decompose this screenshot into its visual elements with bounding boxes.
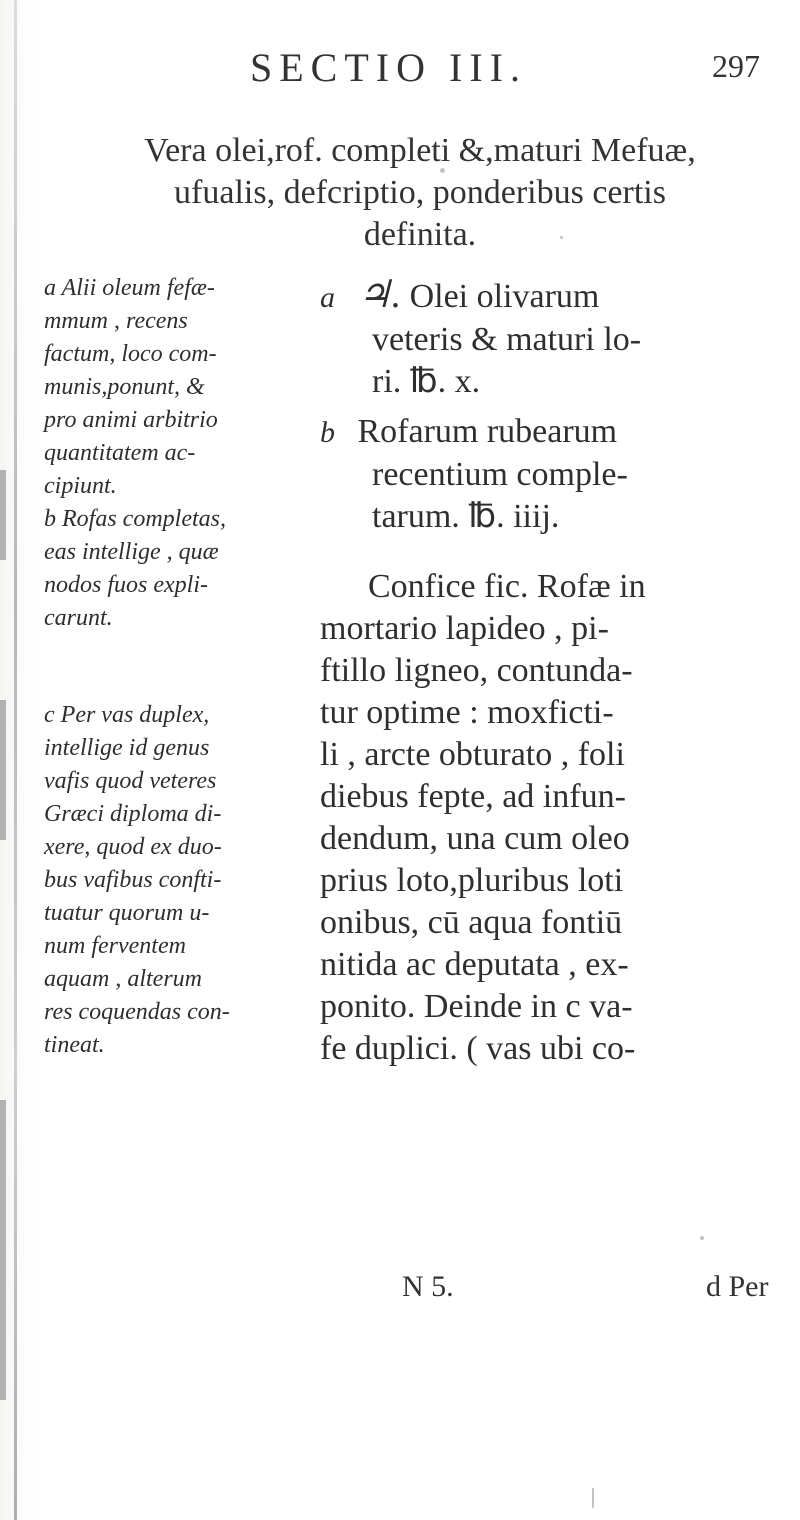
note-line: tineat. xyxy=(44,1032,105,1058)
recipe-line: ri. ℔. x. xyxy=(372,363,481,400)
marginal-notes xyxy=(44,272,324,1062)
paragraph-line: mortario lapideo , pi- xyxy=(320,610,609,647)
paragraph-line: prius loto,pluribus loti xyxy=(320,862,624,899)
running-head: SECTIO III. xyxy=(250,45,527,90)
recipe-item-b xyxy=(320,411,780,538)
catchword: d Per xyxy=(706,1270,769,1303)
note-line: xere, quod ex duo- xyxy=(44,834,222,860)
note-line: res coquendas con- xyxy=(44,999,230,1025)
section-title xyxy=(60,130,780,256)
recipe-line: tarum. ℔. iiij. xyxy=(372,498,560,535)
recipe-line: veteris & maturi lo- xyxy=(372,321,642,358)
page-edge-mark xyxy=(0,1100,6,1400)
paragraph-line: ponito. Deinde in c va- xyxy=(320,988,633,1025)
note-line: pro animi arbitrio xyxy=(44,407,218,433)
title-line: ufualis, defcriptio, ponderibus certis xyxy=(174,174,666,211)
note-line: num ferventem xyxy=(44,933,186,959)
paragraph-line: fe duplici. ( vas ubi co- xyxy=(320,1030,636,1067)
instruction-paragraph xyxy=(320,566,780,1070)
note-line: eas intellige , quæ xyxy=(44,539,219,565)
paragraph-line: tur optime : moxficti- xyxy=(320,694,614,731)
recipe-text: Olei olivarum xyxy=(409,278,600,315)
recipe-item-a xyxy=(320,274,780,403)
note-line: cipiunt. xyxy=(44,473,117,499)
title-line: Vera olei,rof. completi &,maturi Mefuæ, xyxy=(144,132,696,169)
page-edge-mark xyxy=(0,470,6,560)
note-line: nodos fuos expli- xyxy=(44,572,208,598)
page-footer xyxy=(0,1270,800,1320)
note-line: quantitatem ac- xyxy=(44,440,196,466)
paper-speck xyxy=(440,168,445,173)
paper-speck xyxy=(700,1236,704,1240)
note-line: bus vafibus confti- xyxy=(44,867,222,893)
note-line: carunt. xyxy=(44,605,113,631)
note-line: mmum , recens xyxy=(44,308,188,334)
recipe-text: Rofarum rubearum xyxy=(357,413,618,450)
marginal-note-a-b xyxy=(44,272,324,635)
recipe-line: recentium comple- xyxy=(372,456,628,493)
paragraph-line: Confice fic. Rofæ in xyxy=(368,568,646,605)
note-line: munis,ponunt, & xyxy=(44,374,205,400)
note-line: c Per vas duplex, xyxy=(44,702,210,728)
paragraph-line: onibus, cū aqua fontiū xyxy=(320,904,623,941)
title-line: definita. xyxy=(363,216,477,253)
page-header xyxy=(0,44,800,94)
note-line: b Rofas completas, xyxy=(44,506,226,532)
note-line: a Alii oleum fefæ- xyxy=(44,275,215,301)
note-line: intellige id genus xyxy=(44,735,210,761)
paragraph-line: ftillo ligneo, contunda- xyxy=(320,652,633,689)
paragraph-line: diebus fepte, ad infun- xyxy=(320,778,626,815)
note-line: vafis quod veteres xyxy=(44,768,217,794)
recipe-symbol: ♃. xyxy=(357,274,402,316)
recipe-line xyxy=(320,411,780,454)
note-line: aquam , alterum xyxy=(44,966,202,992)
marginal-note-c xyxy=(44,699,324,1062)
paragraph-line: dendum, una cum oleo xyxy=(320,820,630,857)
paragraph-line: li , arcte obturato , foli xyxy=(320,736,625,773)
paper-speck xyxy=(560,236,563,239)
main-text xyxy=(320,274,780,1070)
note-line: factum, loco com- xyxy=(44,341,217,367)
paper-speck xyxy=(592,1488,594,1508)
item-marker: a xyxy=(320,281,335,314)
note-line: tuatur quorum u- xyxy=(44,900,210,926)
paragraph-line: nitida ac deputata , ex- xyxy=(320,946,629,983)
recipe-line xyxy=(320,274,780,319)
signature-mark: N 5. xyxy=(402,1270,454,1303)
item-marker: b xyxy=(320,416,335,449)
page-number: 297 xyxy=(712,48,760,84)
note-line: Græci diploma di- xyxy=(44,801,222,827)
page-edge-mark xyxy=(0,700,6,840)
